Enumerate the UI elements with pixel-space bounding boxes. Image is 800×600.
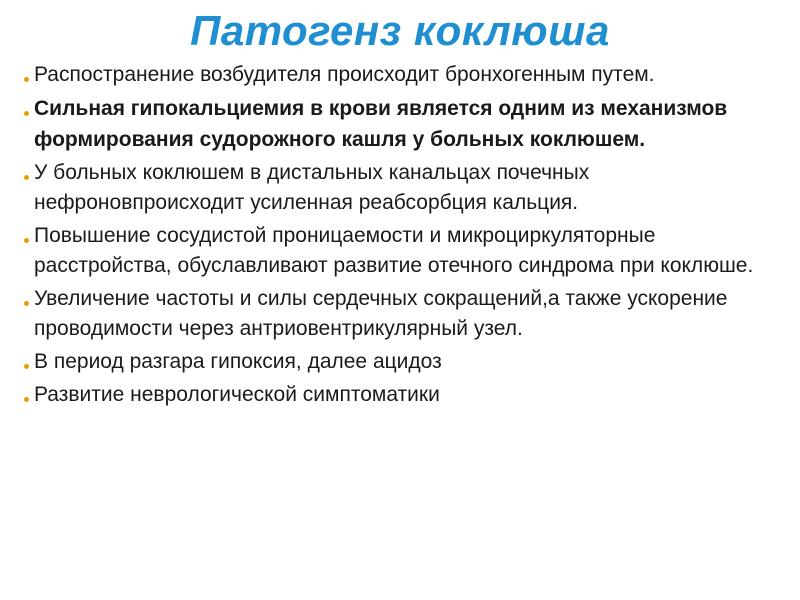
bullet-dot-icon bbox=[24, 301, 29, 306]
bullet-text: Повышение сосудистой проницаемости и микроциркуляторные расстройства, обуславливают развитие отечного синдрома при коклюше. bbox=[34, 224, 754, 277]
bullet-item bbox=[22, 284, 792, 344]
bullet-item bbox=[22, 93, 792, 155]
bullet-text: Распостранение возбудителя происходит бронхогенным путем. bbox=[34, 63, 655, 86]
bullet-dot-icon bbox=[24, 77, 29, 82]
slide-title: Патогенз коклюша bbox=[190, 7, 610, 54]
bullet-item bbox=[22, 221, 792, 281]
bullet-dot-icon bbox=[24, 238, 29, 243]
bullet-dot-icon bbox=[24, 111, 29, 116]
bullet-item bbox=[22, 380, 792, 410]
bullet-text: В период разгара гипоксия, далее ацидоз bbox=[34, 350, 442, 373]
bullet-dot-icon bbox=[24, 364, 29, 369]
bullet-dot-icon bbox=[24, 397, 29, 402]
bullet-text: Увеличение частоты и силы сердечных сокращений,а также ускорение проводимости через антриовентрикулярный узел. bbox=[34, 287, 728, 340]
bullet-item bbox=[22, 158, 792, 218]
bullet-dot-icon bbox=[24, 175, 29, 180]
bullet-item bbox=[22, 347, 792, 377]
bullet-list bbox=[22, 60, 792, 413]
bullet-text: Сильная гипокальциемия в крови является одним из механизмов формирования судорожного кашля у больных коклюшем. bbox=[34, 97, 728, 151]
bullet-text: Развитие неврологической симптоматики bbox=[34, 383, 440, 406]
bullet-item bbox=[22, 60, 792, 90]
bullet-text: У больных коклюшем в дистальных канальцах почечных нефроновпроисходит усиленная реабсорбция кальция. bbox=[34, 161, 590, 214]
